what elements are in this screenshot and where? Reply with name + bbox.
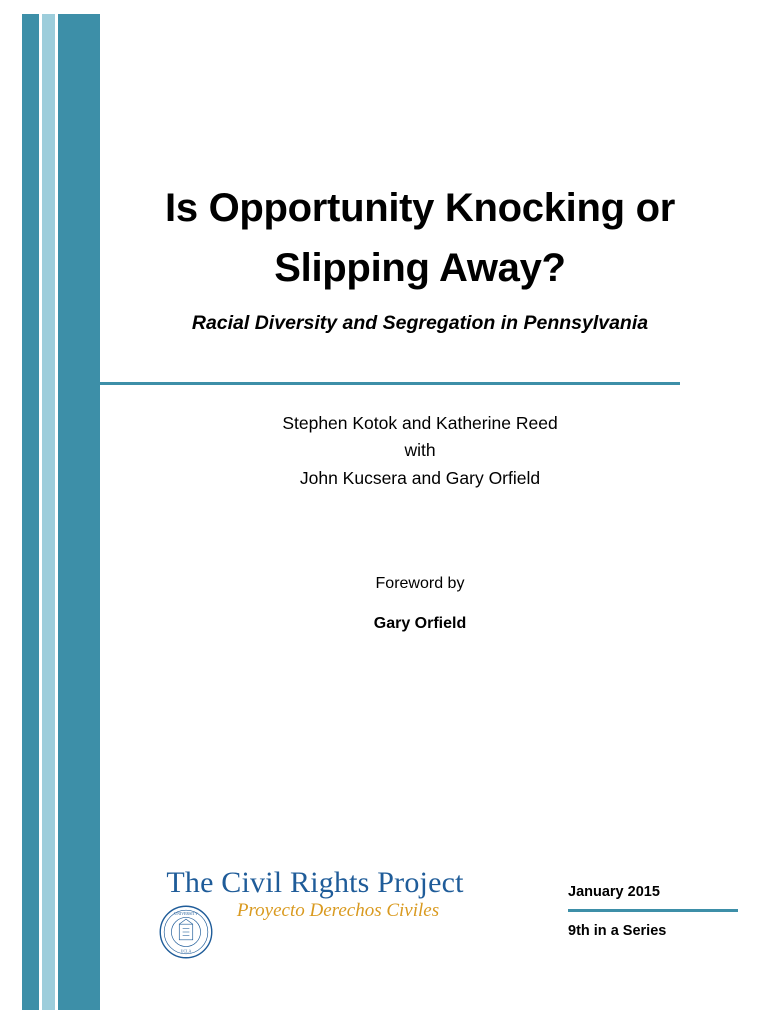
title-divider bbox=[99, 382, 680, 385]
series-label: 9th in a Series bbox=[568, 923, 667, 939]
university-seal-icon bbox=[158, 904, 214, 960]
decorative-bar-inner bbox=[58, 14, 100, 1010]
page-subtitle: Racial Diversity and Segregation in Pennsylvania bbox=[191, 312, 649, 334]
publication-date: January 2015 bbox=[568, 884, 660, 900]
page-title-line-1: Is Opportunity Knocking or bbox=[165, 186, 675, 230]
logo-subtitle: Proyecto Derechos Civiles bbox=[236, 900, 440, 921]
authors-block bbox=[110, 410, 730, 492]
authors-line-2: with bbox=[404, 440, 436, 461]
authors-line-3: John Kucsera and Gary Orfield bbox=[299, 467, 541, 488]
publication-info bbox=[568, 884, 738, 939]
svg-text:UNIVERSITY: UNIVERSITY bbox=[174, 912, 198, 917]
foreword-block bbox=[110, 564, 730, 644]
publication-divider bbox=[568, 909, 738, 912]
decorative-bar-light bbox=[42, 14, 55, 1010]
svg-text:UCLA: UCLA bbox=[180, 949, 192, 954]
logo-title: The Civil Rights Project bbox=[166, 866, 464, 899]
decorative-bar-outer bbox=[22, 14, 39, 1010]
foreword-author: Gary Orfield bbox=[373, 615, 467, 632]
organization-logo bbox=[150, 866, 480, 954]
page-title bbox=[110, 178, 730, 298]
authors-line-1: Stephen Kotok and Katherine Reed bbox=[282, 413, 558, 433]
foreword-label: Foreword by bbox=[375, 575, 465, 592]
page-title-line-2: Slipping Away? bbox=[274, 246, 566, 290]
